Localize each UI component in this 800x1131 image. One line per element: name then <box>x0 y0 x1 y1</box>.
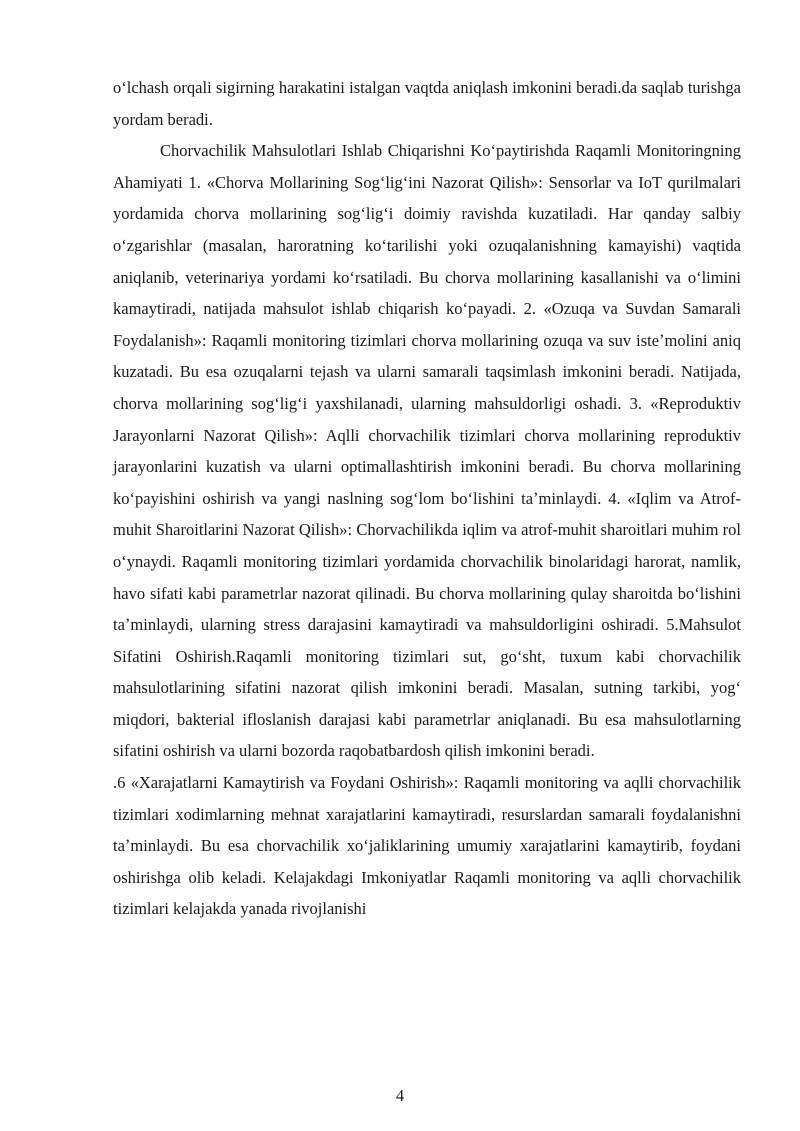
paragraph-monitoring-importance: Chorvachilik Mahsulotlari Ishlab Chiqarishni Koʻpaytirishda Raqamli Monitoringning Ahamiyati 1. «Chorva Mollarining Sogʻligʻini Nazorat Qilish»: Sensorlar va IoT qurilmalari yordamida chorva mollarining sogʻligʻi doimiy ravishda kuzatiladi. Har qanday salbiy oʻzgarishlar (masalan, haroratning koʻtarilishi yoki ozuqalanishning kamayishi) vaqtida aniqlanib, veterinariya yordami koʻrsatiladi. Bu chorva mollarining kasallanishi va oʻlimini kamaytiradi, natijada mahsulot ishlab chiqarish koʻpayadi. 2. «Ozuqa va Suvdan Samarali Foydalanish»: Raqamli monitoring tizimlari chorva mollarining ozuqa va suv isteʼmolini aniq kuzatadi. Bu esa ozuqalarni tejash va ularni samarali taqsimlash imkonini beradi. Natijada, chorva mollarining sogʻligʻi yaxshilanadi, ularning mahsuldorligi oshadi. 3. «Reproduktiv Jarayonlarni Nazorat Qilish»: Aqlli chorvachilik tizimlari chorva mollarining reproduktiv jarayonlarini kuzatish va ularni optimallashtirish imkonini beradi. Bu chorva mollarining koʻpayishini oshirish va yangi naslning sogʻlom boʻlishini taʼminlaydi. 4. «Iqlim va Atrof-muhit Sharoitlarini Nazorat Qilish»: Chorvachilikda iqlim va atrof-muhit sharoitlari muhim rol oʻynaydi. Raqamli monitoring tizimlari yordamida chorvachilik binolaridagi harorat, namlik, havo sifati kabi parametrlar nazorat qilinadi. Bu chorva mollarining qulay sharoitda boʻlishini taʼminlaydi, ularning stress darajasini kamaytiradi va mahsuldorligini oshiradi. 5.Mahsulot Sifatini Oshirish.Raqamli monitoring tizimlari sut, goʻsht, tuxum kabi chorvachilik mahsulotlarining sifatini nazorat qilish imkonini beradi. Masalan, sutning tarkibi, yogʻ miqdori, bakterial ifloslanish darajasi kabi parametrlar aniqlanadi. Bu esa mahsulotlarning sifatini oshirish va ularni bozorda raqobatbardosh qilish imkonini beradi. <box>113 141 741 761</box>
page-number: 4 <box>395 1086 405 1105</box>
body-text <box>113 72 741 925</box>
paragraph-cost-reduction: .6 «Xarajatlarni Kamaytirish va Foydani Oshirish»: Raqamli monitoring va aqlli chorvachilik tizimlari xodimlarning mehnat xarajatlarini kamaytiradi, resurslardan samarali foydalanishni taʼminlaydi. Bu esa chorvachilik xoʻjaliklarining umumiy xarajatlarini kamaytirib, foydani oshirishga olib keladi. Kelajakdagi Imkoniyatlar Raqamli monitoring va aqlli chorvachilik tizimlari kelajakda yanada rivojlanishi <box>113 773 741 919</box>
paragraph-continuation: oʻlchash orqali sigirning harakatini istalgan vaqtda aniqlash imkonini beradi.da saqlab turishga yordam beradi. <box>113 78 741 129</box>
